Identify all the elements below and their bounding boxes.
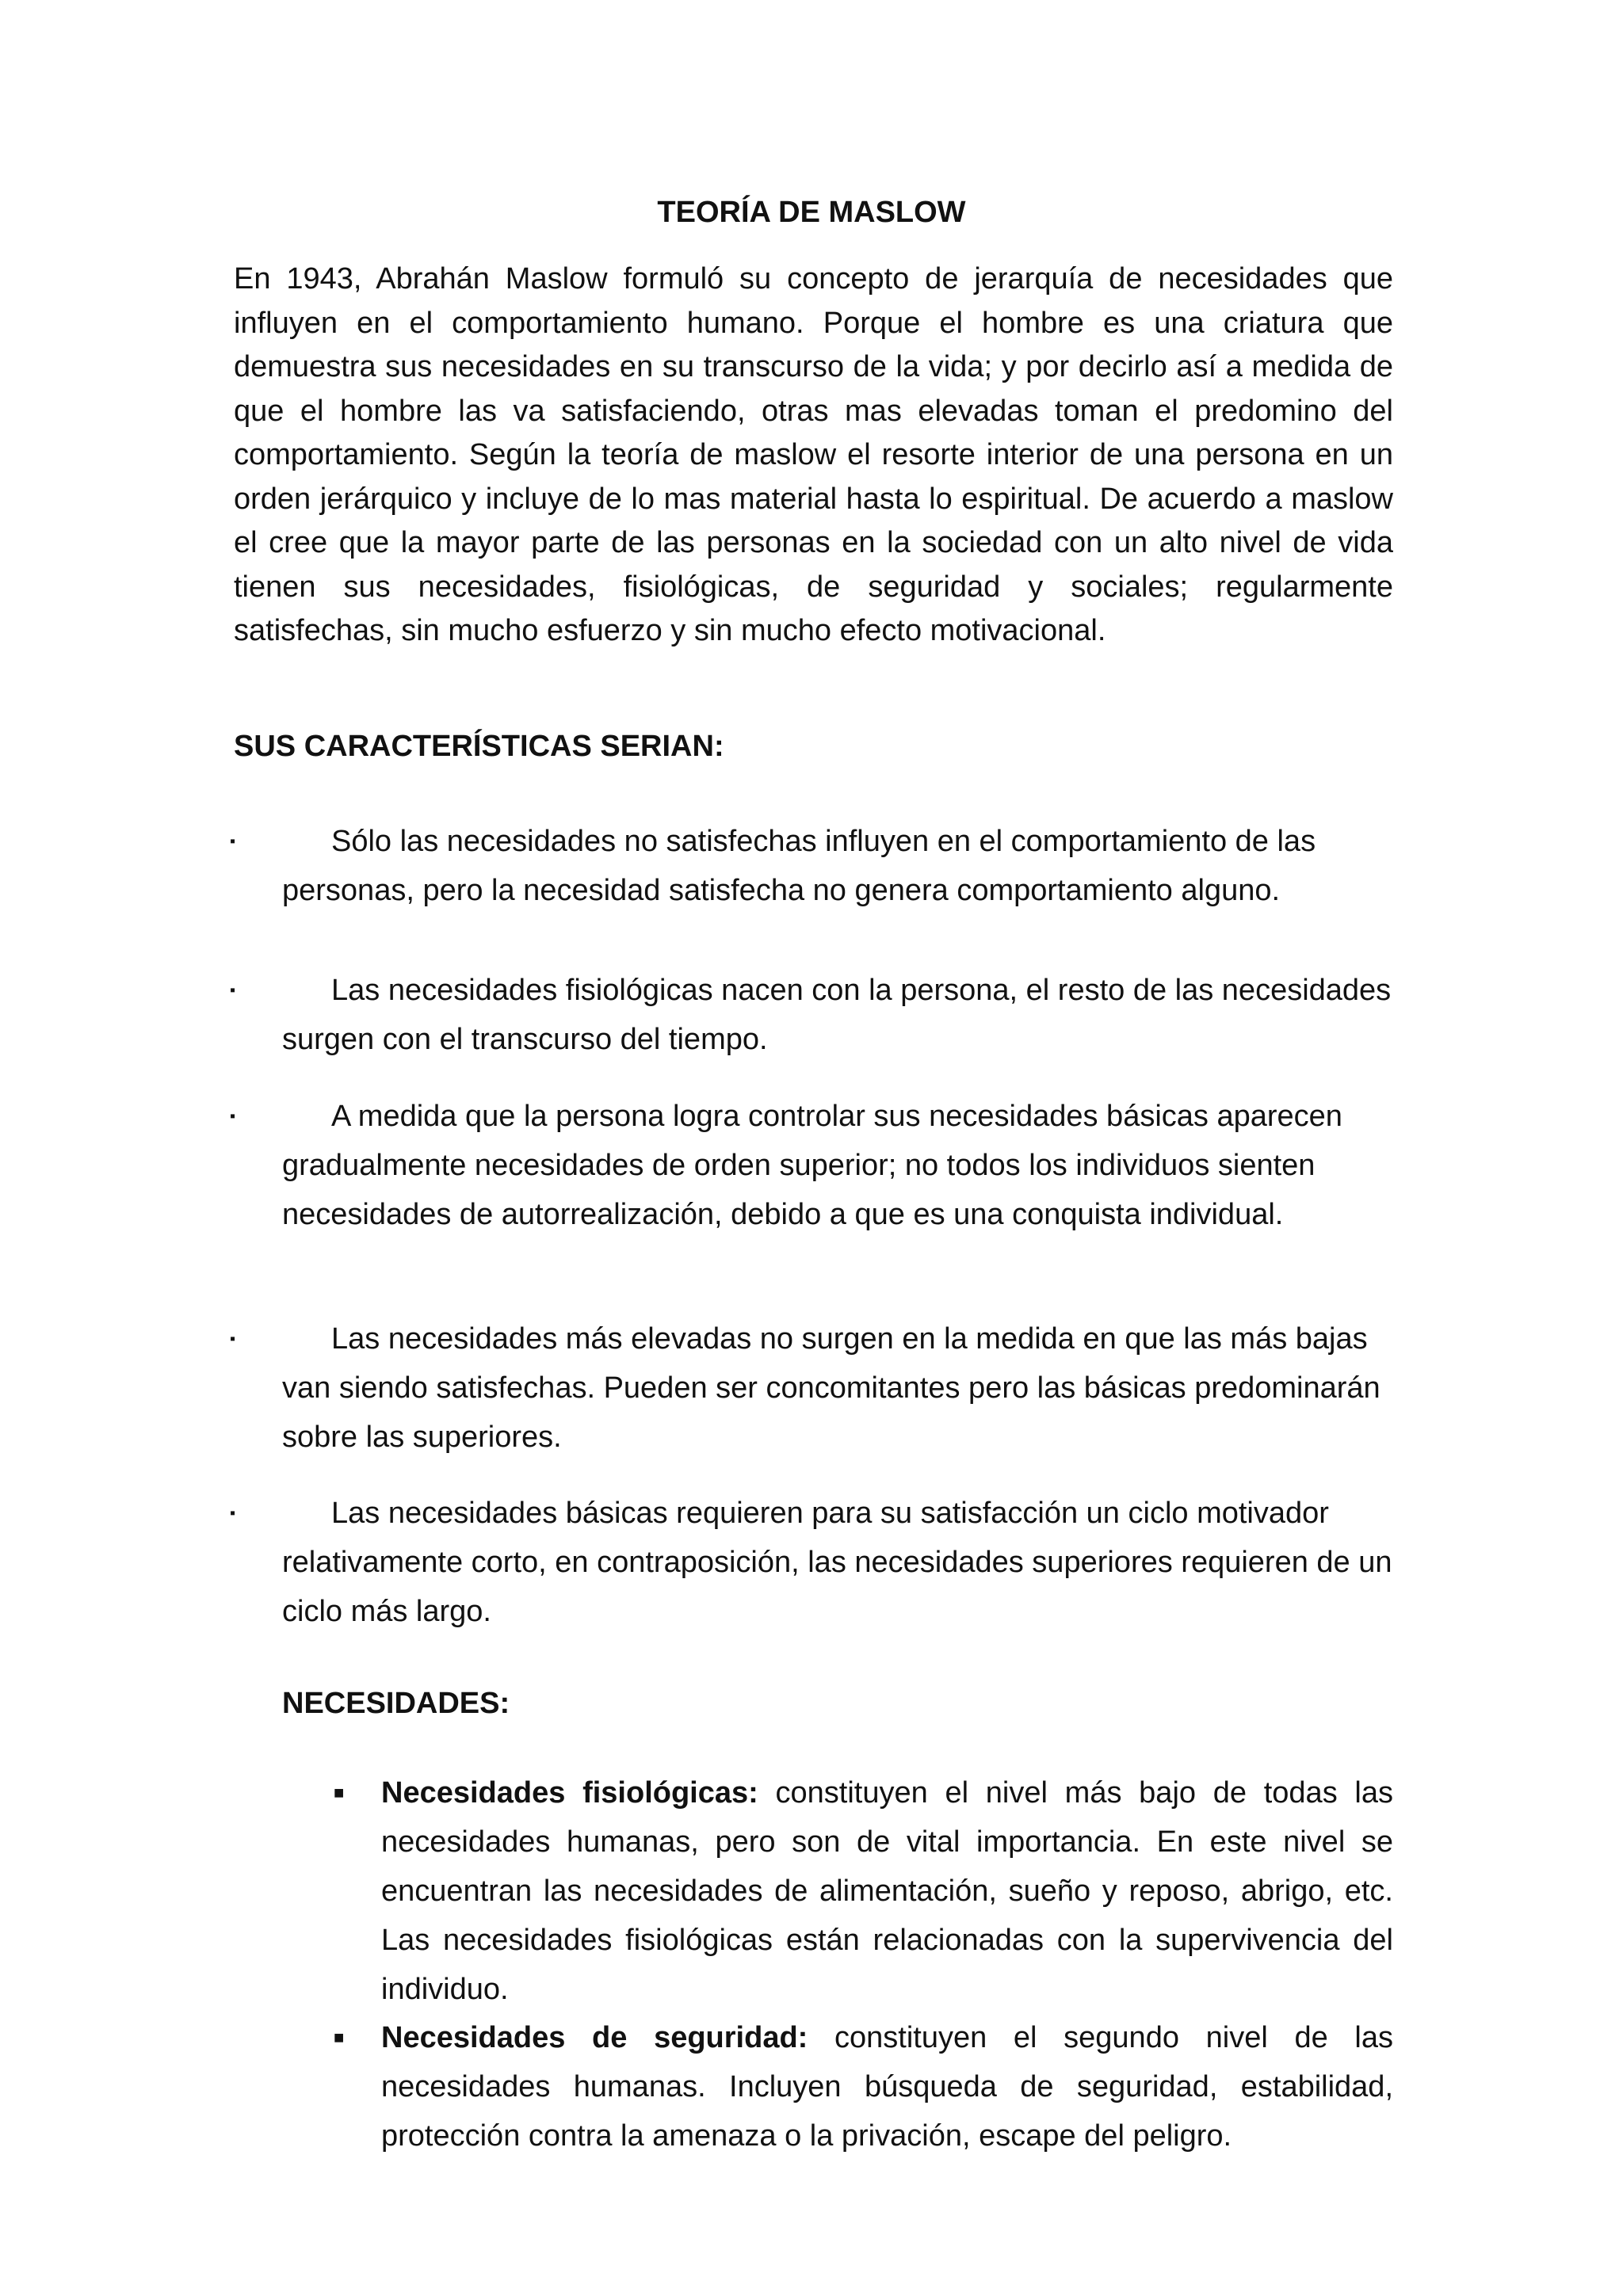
need-item: [334, 1768, 1393, 2014]
characteristic-text: Las necesidades básicas requieren para su satisfacción un ciclo motivador relativamente corto, en contraposición, las necesidades superiores requieren de un ciclo más largo.: [282, 1497, 1392, 1628]
characteristic-text: Las necesidades fisiológicas nacen con la persona, el resto de las necesidades surgen con el transcurso del tiempo.: [282, 974, 1392, 1056]
intro-paragraph: En 1943, Abrahán Maslow formuló su concepto de jerarquía de necesidades que influyen en el comportamiento humano. Porque el hombre es una criatura que demuestra sus necesidades en su transcurso de la vida; y por decirlo así a medida de que el hombre las va satisfaciendo, otras mas elevadas toman el predomino del comportamiento. Según la teoría de maslow el resorte interior de una persona en un orden jerárquico y incluye de lo mas material hasta lo espiritual. De acuerdo a maslow el cree que la mayor parte de las personas en la sociedad con un alto nivel de vida tienen sus necesidades, fisiológicas, de seguridad y sociales; regularmente satisfechas, sin mucho esfuerzo y sin mucho efecto motivacional.: [234, 262, 1393, 647]
characteristic-text: Sólo las necesidades no satisfechas influyen en el comportamiento de las personas, pero la necesidad satisfecha no genera comportamiento alguno.: [282, 825, 1316, 907]
characteristic-text: Las necesidades más elevadas no surgen en la medida en que las más bajas van siendo satisfechas. Pueden ser concomitantes pero las básicas predominarán sobre las superiores.: [282, 1322, 1381, 1454]
square-bullet-icon: ▪: [230, 1505, 236, 1522]
characteristic-item: [230, 966, 1407, 1064]
square-bullet-icon: ■: [334, 2027, 345, 2047]
characteristic-item: [230, 1314, 1407, 1462]
need-term: Necesidades de seguridad:: [381, 2021, 808, 2054]
characteristic-item: [230, 817, 1407, 915]
characteristic-item: [230, 1092, 1407, 1239]
need-description: constituyen el segundo nivel de las necesidades humanas. Incluyen búsqueda de seguridad, estabilidad, protección contra la amenaza o la privación, escape del peligro.: [381, 2021, 1393, 2153]
document-title: TEORÍA DE MASLOW: [657, 196, 966, 229]
square-bullet-icon: ▪: [230, 1108, 236, 1125]
square-bullet-icon: ▪: [230, 982, 236, 999]
characteristics-heading: SUS CARACTERÍSTICAS SERIAN:: [234, 730, 724, 763]
square-bullet-icon: ▪: [230, 833, 236, 850]
square-bullet-icon: ■: [334, 1783, 345, 1802]
need-item: [334, 2013, 1393, 2161]
characteristic-item: [230, 1489, 1407, 1636]
needs-heading: NECESIDADES:: [282, 1687, 510, 1720]
square-bullet-icon: ▪: [230, 1330, 236, 1348]
characteristic-text: A medida que la persona logra controlar sus necesidades básicas aparecen gradualmente necesidades de orden superior; no todos los individuos sienten necesidades de autorrealización, debido a que es una conquista individual.: [282, 1100, 1342, 1231]
need-term: Necesidades fisiológicas:: [381, 1776, 758, 1810]
need-description: constituyen el nivel más bajo de todas las necesidades humanas, pero son de vital importancia. En este nivel se encuentran las necesidades de alimentación, sueño y reposo, abrigo, etc. Las necesidades fisiológicas están relacionadas con la supervivencia del individuo.: [381, 1776, 1393, 2006]
